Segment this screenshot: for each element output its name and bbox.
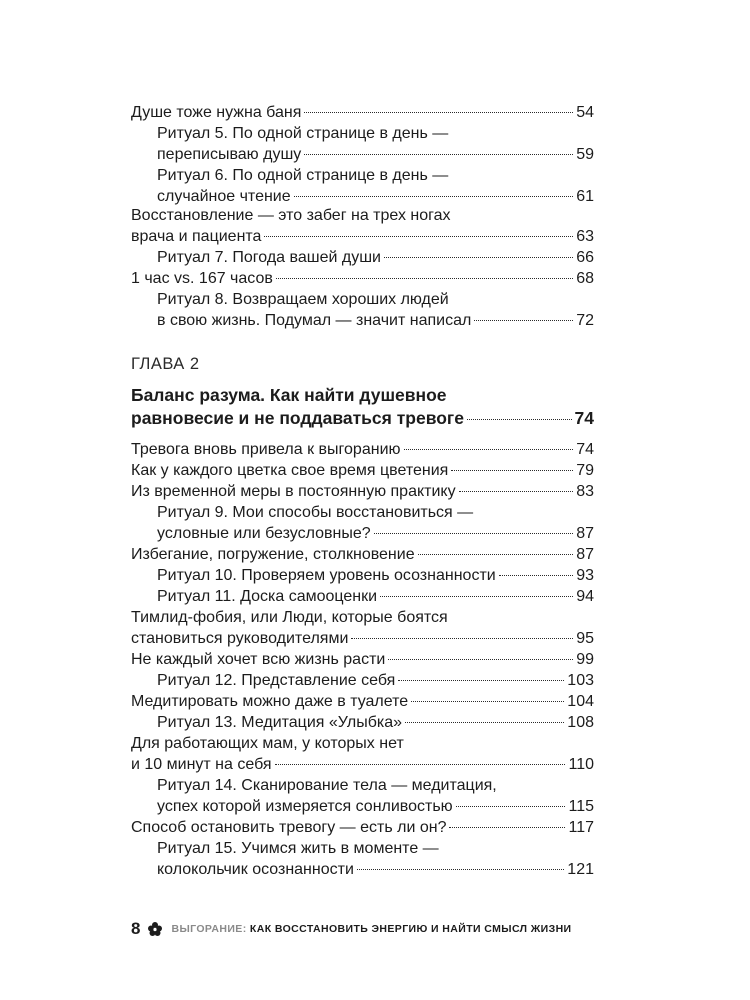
page-footer xyxy=(131,919,572,939)
dot-leader xyxy=(294,196,574,197)
dot-leader xyxy=(357,869,564,870)
entry-page: 95 xyxy=(576,630,594,647)
entry-page: 63 xyxy=(576,228,594,245)
entry-page: 87 xyxy=(576,525,594,542)
running-head-text: КАК ВОССТАНОВИТЬ ЭНЕРГИЮ И НАЙТИ СМЫСЛ ЖИЗНИ xyxy=(246,923,572,935)
dot-leader xyxy=(276,278,573,279)
entry-page: 72 xyxy=(576,312,594,329)
toc-entry xyxy=(157,123,594,165)
toc-entry xyxy=(157,838,594,880)
entry-title: 1 час vs. 167 часов xyxy=(131,270,273,287)
dot-leader xyxy=(418,554,574,555)
entry-title: Восстановление — это забег на трех ногах xyxy=(131,207,451,224)
dot-leader xyxy=(474,320,573,321)
entry-title: Тревога вновь привела к выгоранию xyxy=(131,441,401,458)
dot-leader xyxy=(374,533,574,534)
entry-title: Ритуал 5. По одной странице в день — xyxy=(157,125,449,142)
chapter-page: 74 xyxy=(574,408,594,428)
entry-page: 59 xyxy=(576,146,594,163)
toc-entry xyxy=(157,247,594,268)
entry-title: Тимлид-фобия, или Люди, которые боятся xyxy=(131,609,448,626)
entry-page: 110 xyxy=(568,756,594,773)
entry-page: 103 xyxy=(567,672,594,689)
dot-leader xyxy=(456,806,566,807)
chapter-label: ГЛАВА 2 xyxy=(131,355,200,373)
running-head xyxy=(171,923,571,935)
entry-title: Способ остановить тревогу — есть ли он? xyxy=(131,819,447,836)
entry-title: случайное чтение xyxy=(157,188,291,205)
entry-title: в свою жизнь. Подумал — значит написал xyxy=(157,312,472,329)
toc-entry xyxy=(157,165,594,207)
dot-leader xyxy=(459,491,574,492)
toc-entry xyxy=(131,544,594,565)
chapter-title xyxy=(131,384,594,430)
toc-entry xyxy=(157,502,594,544)
toc-entry xyxy=(131,460,594,481)
entry-page: 108 xyxy=(567,714,594,731)
toc-entry xyxy=(131,439,594,460)
entry-page: 121 xyxy=(567,861,594,878)
dot-leader xyxy=(449,827,565,828)
entry-page: 68 xyxy=(576,270,594,287)
toc-entry xyxy=(157,565,594,586)
entry-page: 104 xyxy=(567,693,594,710)
entry-title: Душе тоже нужна баня xyxy=(131,104,302,121)
entry-page: 74 xyxy=(576,441,594,458)
entry-page: 115 xyxy=(568,798,594,815)
dot-leader xyxy=(304,154,573,155)
toc-entry xyxy=(157,712,594,733)
entry-page: 66 xyxy=(576,249,594,266)
toc-entry xyxy=(131,691,594,712)
entry-page: 79 xyxy=(576,462,594,479)
toc-entry xyxy=(131,649,594,670)
toc-entry xyxy=(131,607,594,649)
toc-entry xyxy=(157,670,594,691)
dot-leader xyxy=(405,722,564,723)
dot-leader xyxy=(411,701,564,702)
entry-page: 87 xyxy=(576,546,594,563)
toc-entry xyxy=(131,268,594,289)
dot-leader xyxy=(351,638,573,639)
dot-leader xyxy=(275,764,566,765)
toc-entry xyxy=(131,733,594,775)
dot-leader xyxy=(384,257,573,258)
entry-title: условные или безусловные? xyxy=(157,525,371,542)
entry-page: 83 xyxy=(576,483,594,500)
entry-title: Ритуал 6. По одной странице в день — xyxy=(157,167,449,184)
page-number: 8 xyxy=(131,919,141,938)
dot-leader xyxy=(499,575,574,576)
entry-title: становиться руководителями xyxy=(131,630,349,647)
toc-entry xyxy=(131,481,594,502)
entry-title: врача и пациента xyxy=(131,228,262,245)
toc-entry xyxy=(131,102,594,123)
toc-entry xyxy=(157,289,594,331)
entry-title: Как у каждого цветка свое время цветения xyxy=(131,462,449,479)
entry-title: Ритуал 9. Мои способы восстановиться — xyxy=(157,504,474,521)
entry-title: Из временной меры в постоянную практику xyxy=(131,483,456,500)
dot-leader xyxy=(398,680,564,681)
flower-icon xyxy=(147,921,163,937)
toc-entry xyxy=(131,205,594,247)
entry-title: Ритуал 10. Проверяем уровень осознанности xyxy=(157,567,496,584)
dot-leader xyxy=(451,470,573,471)
entry-title: Ритуал 11. Доска самооценки xyxy=(157,588,378,605)
entry-title: Ритуал 12. Представление себя xyxy=(157,672,396,689)
dot-leader xyxy=(404,449,574,450)
dot-leader xyxy=(304,112,573,113)
entry-title: переписываю душу xyxy=(157,146,302,163)
entry-title: и 10 минут на себя xyxy=(131,756,272,773)
toc-entry xyxy=(157,586,594,607)
entry-title: Ритуал 13. Медитация «Улыбка» xyxy=(157,714,403,731)
toc-entry xyxy=(157,775,594,817)
entry-page: 99 xyxy=(576,651,594,668)
entry-title: Избегание, погружение, столкновение xyxy=(131,546,415,563)
entry-title: Ритуал 14. Сканирование тела — медитация, xyxy=(157,777,497,794)
entry-title: колокольчик осознанности xyxy=(157,861,354,878)
entry-page: 94 xyxy=(576,588,594,605)
entry-title: Для работающих мам, у которых нет xyxy=(131,735,404,752)
dot-leader xyxy=(380,596,573,597)
entry-page: 54 xyxy=(576,104,594,121)
entry-title: Не каждый хочет всю жизнь расти xyxy=(131,651,386,668)
dot-leader xyxy=(264,236,573,237)
toc-entry xyxy=(131,817,594,838)
entry-title: Ритуал 15. Учимся жить в моменте — xyxy=(157,840,439,857)
chapter-title-line: Баланс разума. Как найти душевное xyxy=(131,385,447,405)
dot-leader xyxy=(467,419,572,420)
dot-leader xyxy=(388,659,573,660)
entry-page: 93 xyxy=(576,567,594,584)
entry-title: Ритуал 8. Возвращаем хороших людей xyxy=(157,291,449,308)
entry-page: 117 xyxy=(568,819,594,836)
running-head-highlight: ВЫГОРАНИЕ: xyxy=(171,923,247,935)
entry-page: 61 xyxy=(576,188,594,205)
entry-title: успех которой измеряется сонливостью xyxy=(157,798,453,815)
entry-title: Медитировать можно даже в туалете xyxy=(131,693,409,710)
chapter-title-line: равновесие и не поддаваться тревоге xyxy=(131,408,464,428)
entry-title: Ритуал 7. Погода вашей души xyxy=(157,249,381,266)
